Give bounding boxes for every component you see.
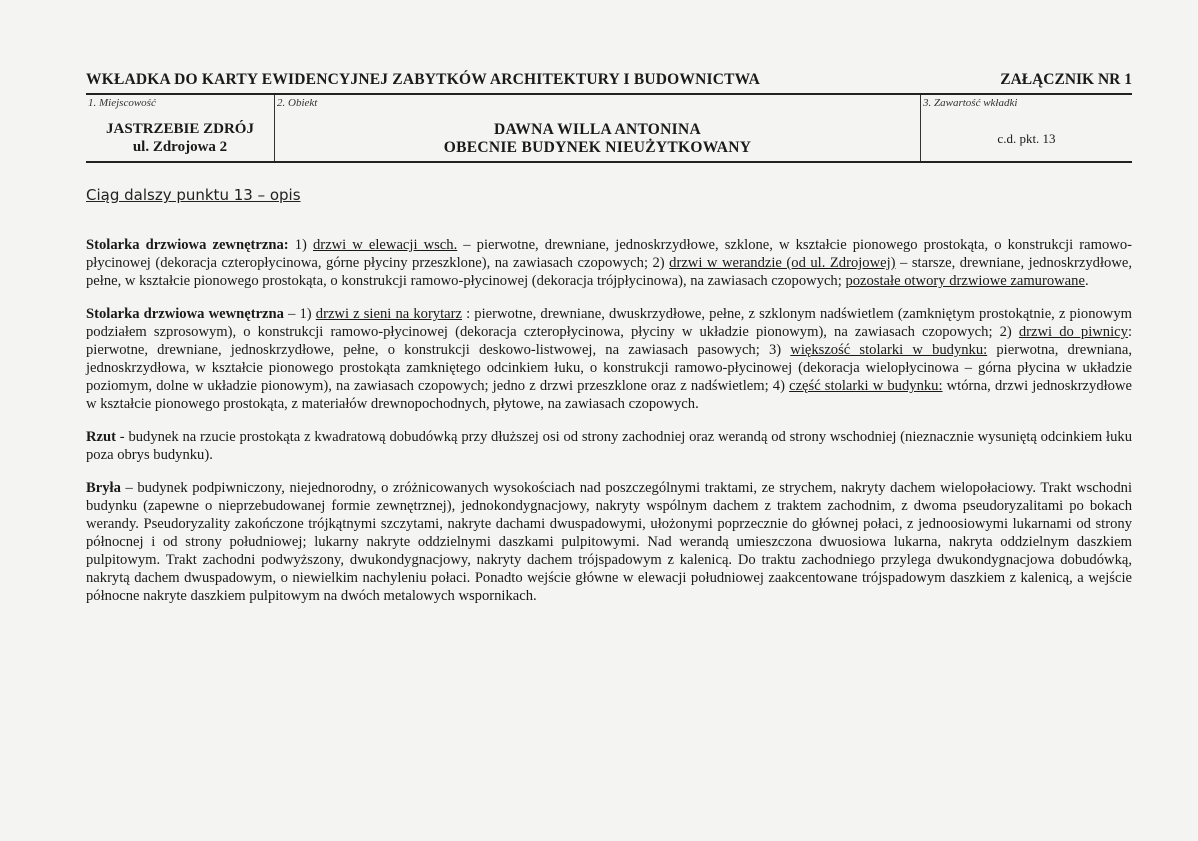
- place-value: [86, 120, 274, 156]
- object-cell: [275, 95, 921, 161]
- text-run: – starsze, drewniane, jednoskrzydłowe, pełne, w kształcie pionowego prostokąta, o konstrukcji ramowo-płycinowej (dekoracja trójpłycinowa), na zawiasach czopowych;: [86, 255, 1132, 289]
- place-label: 1. Miejscowość: [88, 97, 156, 109]
- paragraph-building-mass: [86, 479, 1132, 605]
- object-label: 2. Obiekt: [277, 97, 318, 109]
- underlined-text: drzwi w elewacji wsch.: [312, 237, 458, 253]
- document-header: [86, 69, 1132, 95]
- content-value: c.d. pkt. 13: [997, 131, 1056, 146]
- paragraph-interior-doors: [86, 305, 1132, 413]
- text-run: : pierwotne, drewniane, dwuskrzydłowe, pełne, z szklonym nadświetlem (zamkniętym prostokątnie, z pionowym podziałem szprosowym), o konstrukcji ramowo-płycinowej (dekoracja czteropłycinowa, płyciny w układzie pionowym), na zawiasach czopowych; 2): [86, 306, 1132, 340]
- paragraph-exterior-doors: [86, 236, 1132, 290]
- place-cell: [86, 95, 275, 161]
- paragraph-heading: Stolarka drzwiowa wewnętrzna: [86, 306, 284, 322]
- content-label: 3. Zawartość wkładki: [923, 97, 1018, 109]
- document-page: [86, 0, 1132, 841]
- paragraph-floor-plan: [86, 428, 1132, 464]
- info-table: [86, 95, 1132, 163]
- attachment-number: ZAŁĄCZNIK NR 1: [1000, 71, 1132, 88]
- text-run: – 1): [283, 306, 316, 322]
- place-name: JASTRZEBIE ZDRÓJ: [106, 121, 254, 137]
- text-run: : pierwotne, drewniane, jednoskrzydłowe, pełne, o konstrukcji deskowo-listwowej, na zawiasach pasowych; 3): [86, 324, 1132, 358]
- place-address: ul. Zdrojowa 2: [132, 139, 228, 155]
- paragraph-heading: Rzut: [86, 429, 116, 445]
- text-run: wtórna, drzwi jednoskrzydłowe w kształcie pionowego prostokąta, z materiałów drewnopochodnych, płytowe, na zawiasach czopowych.: [86, 378, 1133, 412]
- text-run: 1): [288, 237, 313, 253]
- underlined-text: pozostałe otwory drzwiowe zamurowane: [845, 273, 1085, 289]
- object-current-use: OBECNIE BUDYNEK NIEUŻYTKOWANY: [443, 139, 752, 156]
- underlined-text: drzwi do piwnicy: [1018, 324, 1128, 340]
- text-run: – pierwotne, drewniane, jednoskrzydłowe, szklone, w kształcie pionowego prostokąta, o konstrukcji ramowo-płycinowej (dekoracja czteropłycinowa, górne płyciny przeszklone), na zawiasach czopowych; 2): [86, 237, 1132, 271]
- description-body: [86, 236, 1132, 620]
- paragraph-heading: Bryła: [86, 480, 121, 496]
- section-heading: Ciąg dalszy punktu 13 – opis: [86, 186, 301, 204]
- underlined-text: drzwi w werandzie (od ul. Zdrojowej): [669, 255, 896, 271]
- object-name: DAWNA WILLA ANTONINA: [494, 121, 701, 138]
- underlined-text: drzwi z sieni na korytarz: [315, 306, 462, 322]
- text-run: – budynek podpiwniczony, niejednorodny, o zróżnicowanych wysokościach nad poszczególnymi traktami, ze strychem, nakryty dachem wielopołaciowy. Trakt wschodni budynku (zapewne o nieprzebudowanej formie zewnętrznej), jednokondygnacjowy, nakryty wspólnym dachem z traktem zachodnim, z dwoma pseudoryzalitami po bokach werandy. Pseudoryzality zakończone trójkątnymi szczytami, nakryte dachami dwuspadowymi, ułożonymi poprzecznie do głównej połaci, z jednoosiowymi lukarnami od strony północnej i od strony południowej; lukarny nakryte oddzielnymi daszkami pulpitowymi. Nad werandą umieszczona dwuosiowa lukarna, nakryta oddzielnym daszkiem pulpitowym. Trakt zachodni podwyższony, dwukondygnacjowy, nakryty dachem trójspadowym z kalenicą. Do traktu zachodniego przylega dwukondygnacjowa dobudówką, nakrytą dachem dwuspadowym, o niewielkim nachyleniu połaci. Ponadto wejście główne w elewacji południowej zaakcentowane trójspadowym daszkiem z kalenicą, a wejście północne nakryte daszkiem pulpitowym na dwóch metalowych wspornikach.: [86, 480, 1132, 604]
- text-run: .: [1084, 273, 1089, 289]
- text-run: pierwotna, drewniana, jednoskrzydłowa, w kształcie pionowego prostokąta zamkniętego odcinkiem łuku, o konstrukcji ramowo-płycinowej (dekoracja wielopłycinowa – górna płycina w układzie poziomym, dolne w układzie pionowym), na zawiasach czopowych; jedno z drzwi przeszklone oraz z nadświetlem; 4): [86, 342, 1132, 394]
- object-value: [275, 121, 920, 157]
- underlined-text: część stolarki w budynku:: [789, 378, 943, 394]
- document-title: WKŁADKA DO KARTY EWIDENCYJNEJ ZABYTKÓW ARCHITEKTURY I BUDOWNICTWA: [86, 71, 761, 88]
- underlined-text: większość stolarki w budynku:: [790, 342, 988, 358]
- content-cell: [921, 95, 1132, 161]
- text-run: - budynek na rzucie prostokąta z kwadratową dobudówką przy dłuższej osi od strony zachodniej oraz werandą od strony wschodniej (nieznacznie wysuniętą odcinkiem łuku poza obrys budynku).: [86, 429, 1132, 463]
- paragraph-heading: Stolarka drzwiowa zewnętrzna:: [86, 237, 289, 253]
